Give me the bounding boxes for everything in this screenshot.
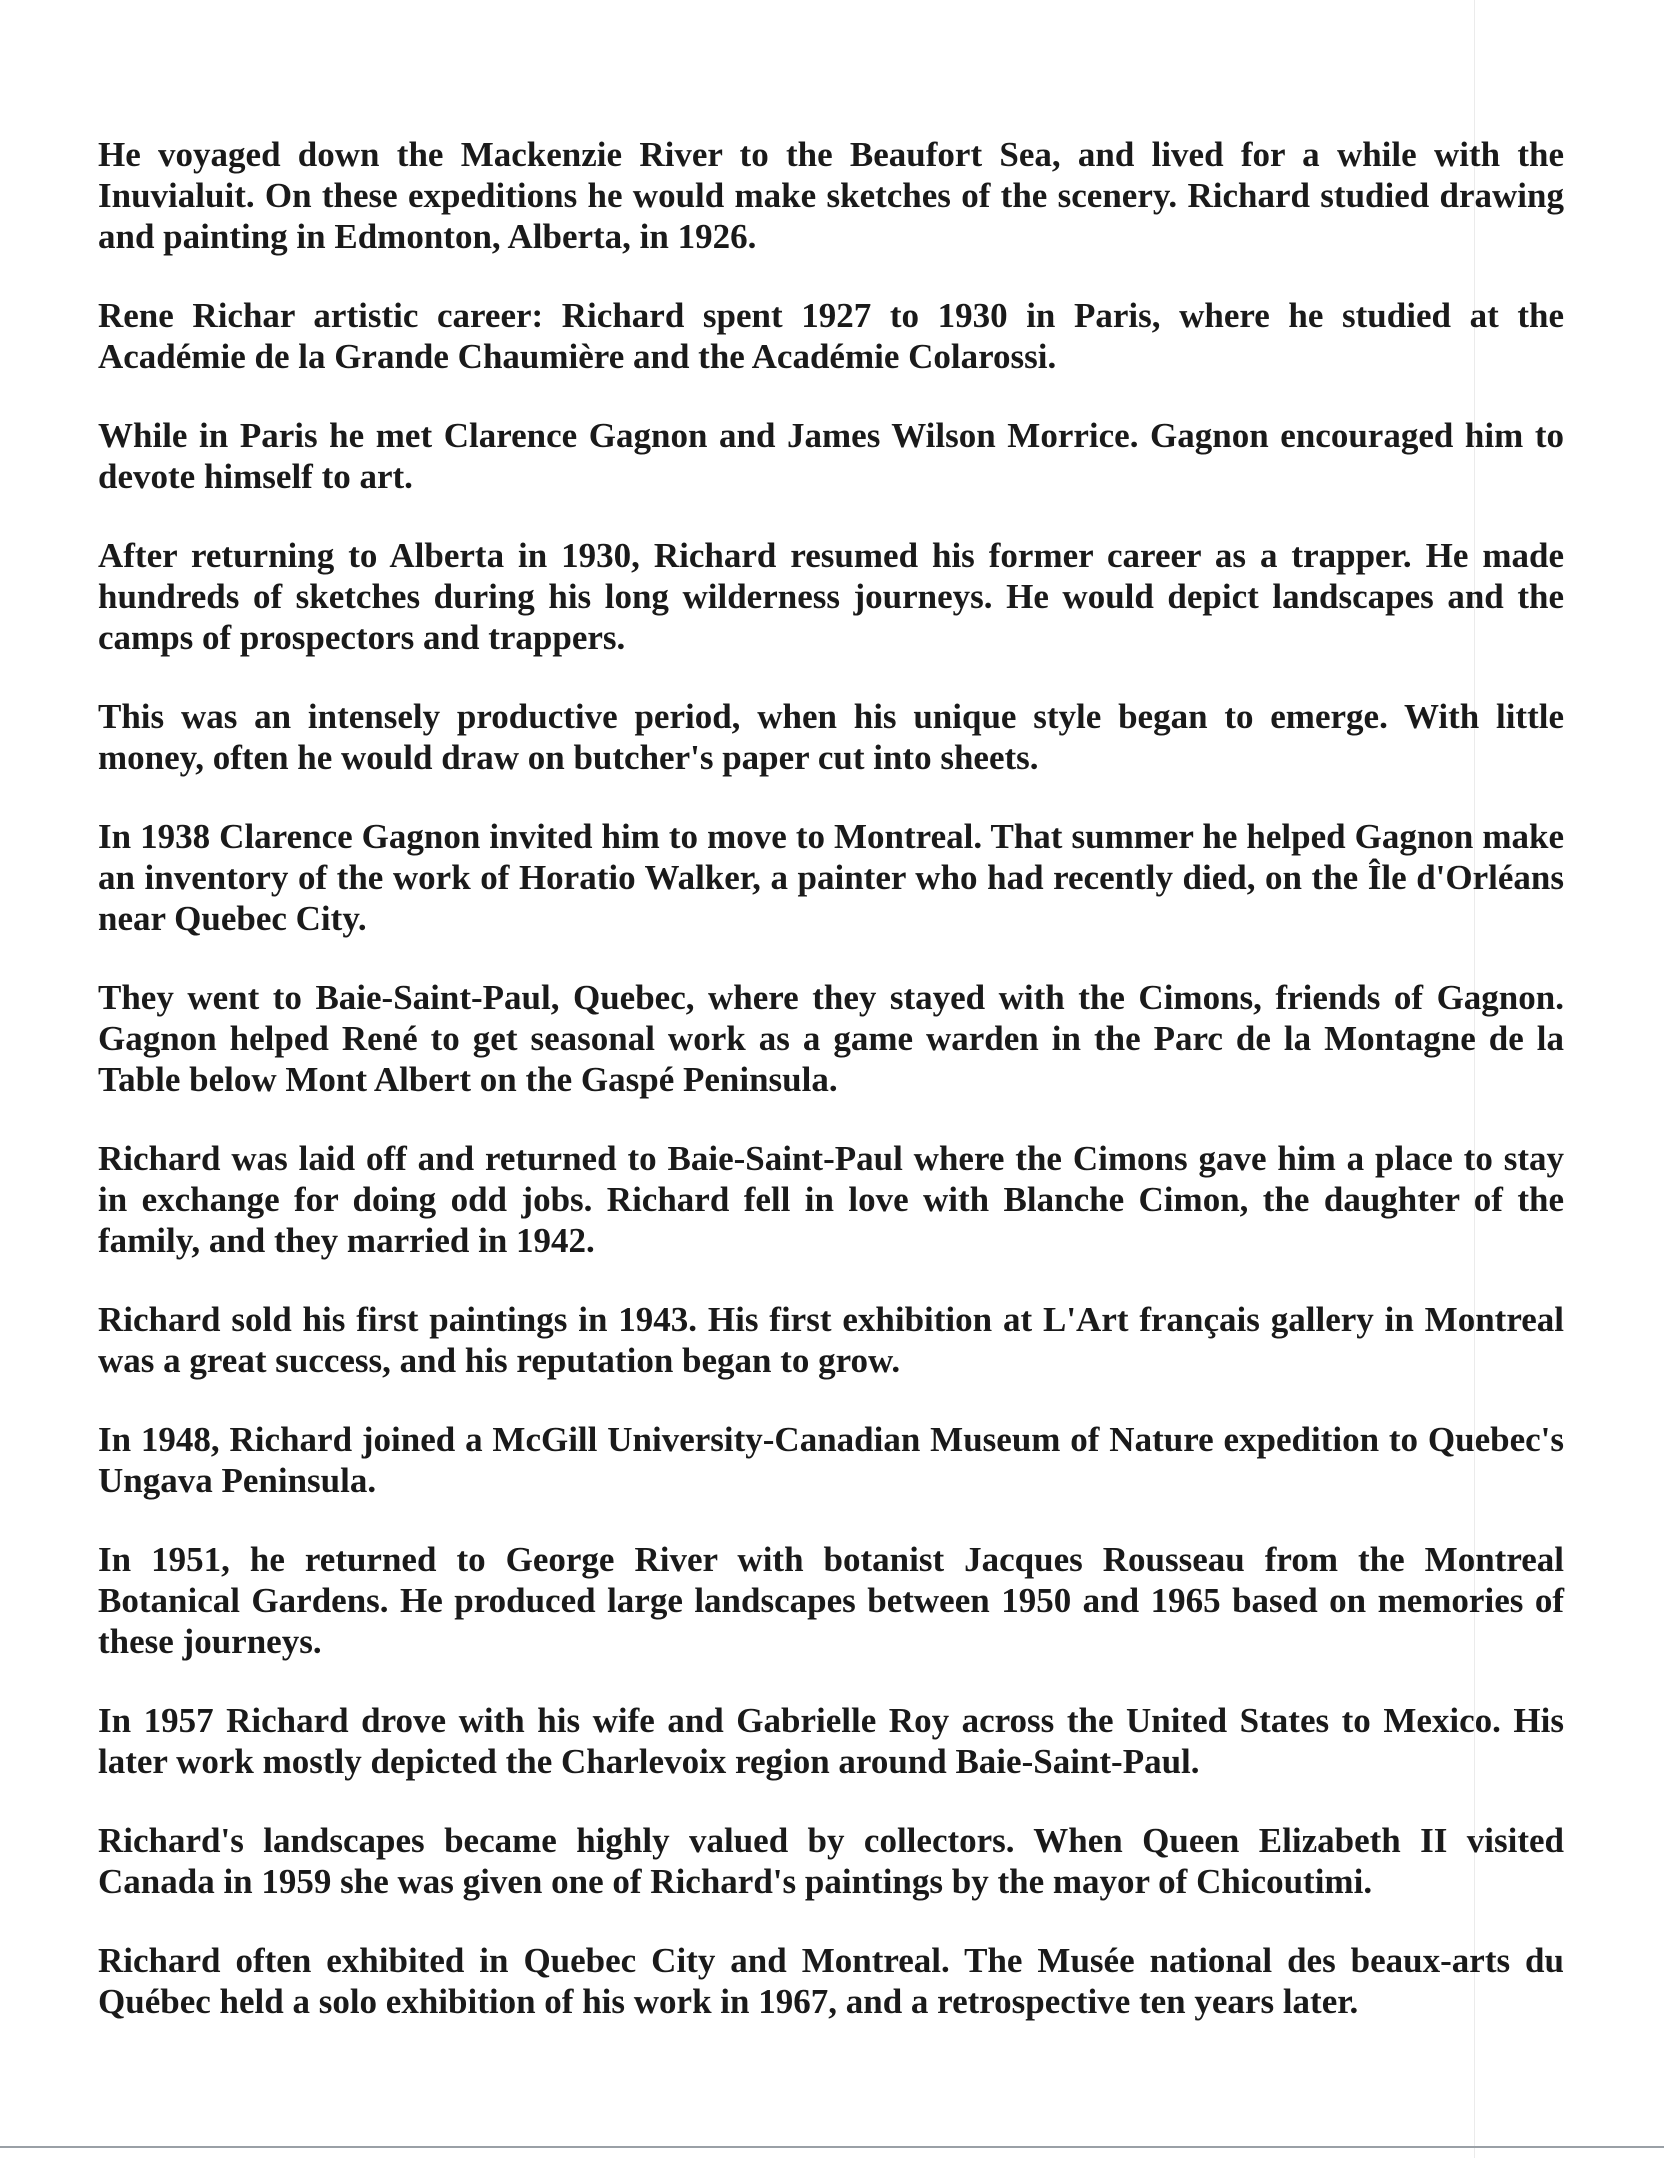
paragraph-2: Rene Richar artistic career: Richard spent 1927 to 1930 in Paris, where he studied at the Académie de la Grande Chaumière and the Académie Colarossi. xyxy=(98,296,1564,376)
paragraph-13: Richard's landscapes became highly valued by collectors. When Queen Elizabeth II visited Canada in 1959 she was given one of Richard's paintings by the mayor of Chicoutimi. xyxy=(98,1821,1564,1901)
paragraph-6: In 1938 Clarence Gagnon invited him to move to Montreal. That summer he helped Gagnon make an inventory of the work of Horatio Walker, a painter who had recently died, on the Île d'Orléans near Quebec City. xyxy=(98,817,1564,938)
paragraph-11: In 1951, he returned to George River with botanist Jacques Rousseau from the Montreal Botanical Gardens. He produced large landscapes between 1950 and 1965 based on memories of these journeys. xyxy=(98,1540,1564,1661)
paragraph-8: Richard was laid off and returned to Baie-Saint-Paul where the Cimons gave him a place to stay in exchange for doing odd jobs. Richard fell in love with Blanche Cimon, the daughter of the family, and they married in 1942. xyxy=(98,1139,1564,1260)
paragraph-1: He voyaged down the Mackenzie River to the Beaufort Sea, and lived for a while with the Inuvialuit. On these expeditions he would make sketches of the scenery. Richard studied drawing and painting in Edmonton, Alberta, in 1926. xyxy=(98,135,1564,256)
paragraph-3: While in Paris he met Clarence Gagnon and James Wilson Morrice. Gagnon encouraged him to devote himself to art. xyxy=(98,416,1564,496)
paragraph-12: In 1957 Richard drove with his wife and Gabrielle Roy across the United States to Mexico. His later work mostly depicted the Charlevoix region around Baie-Saint-Paul. xyxy=(98,1701,1564,1781)
paragraph-5: This was an intensely productive period, when his unique style began to emerge. With little money, often he would draw on butcher's paper cut into sheets. xyxy=(98,697,1564,777)
paragraph-10: In 1948, Richard joined a McGill University-Canadian Museum of Nature expedition to Quebec's Ungava Peninsula. xyxy=(98,1420,1564,1500)
paragraph-14: Richard often exhibited in Quebec City and Montreal. The Musée national des beaux-arts du Québec held a solo exhibition of his work in 1967, and a retrospective ten years later. xyxy=(98,1941,1564,2021)
footer-rule xyxy=(0,2146,1664,2148)
paragraph-4: After returning to Alberta in 1930, Richard resumed his former career as a trapper. He made hundreds of sketches during his long wilderness journeys. He would depict landscapes and the camps of prospectors and trappers. xyxy=(98,536,1564,657)
paragraph-9: Richard sold his first paintings in 1943. His first exhibition at L'Art français gallery in Montreal was a great success, and his reputation began to grow. xyxy=(98,1300,1564,1380)
paragraph-7: They went to Baie-Saint-Paul, Quebec, where they stayed with the Cimons, friends of Gagnon. Gagnon helped René to get seasonal work as a game warden in the Parc de la Montagne de la Table below Mont Albert on the Gaspé Peninsula. xyxy=(98,978,1564,1099)
document-body xyxy=(98,134,1564,2060)
